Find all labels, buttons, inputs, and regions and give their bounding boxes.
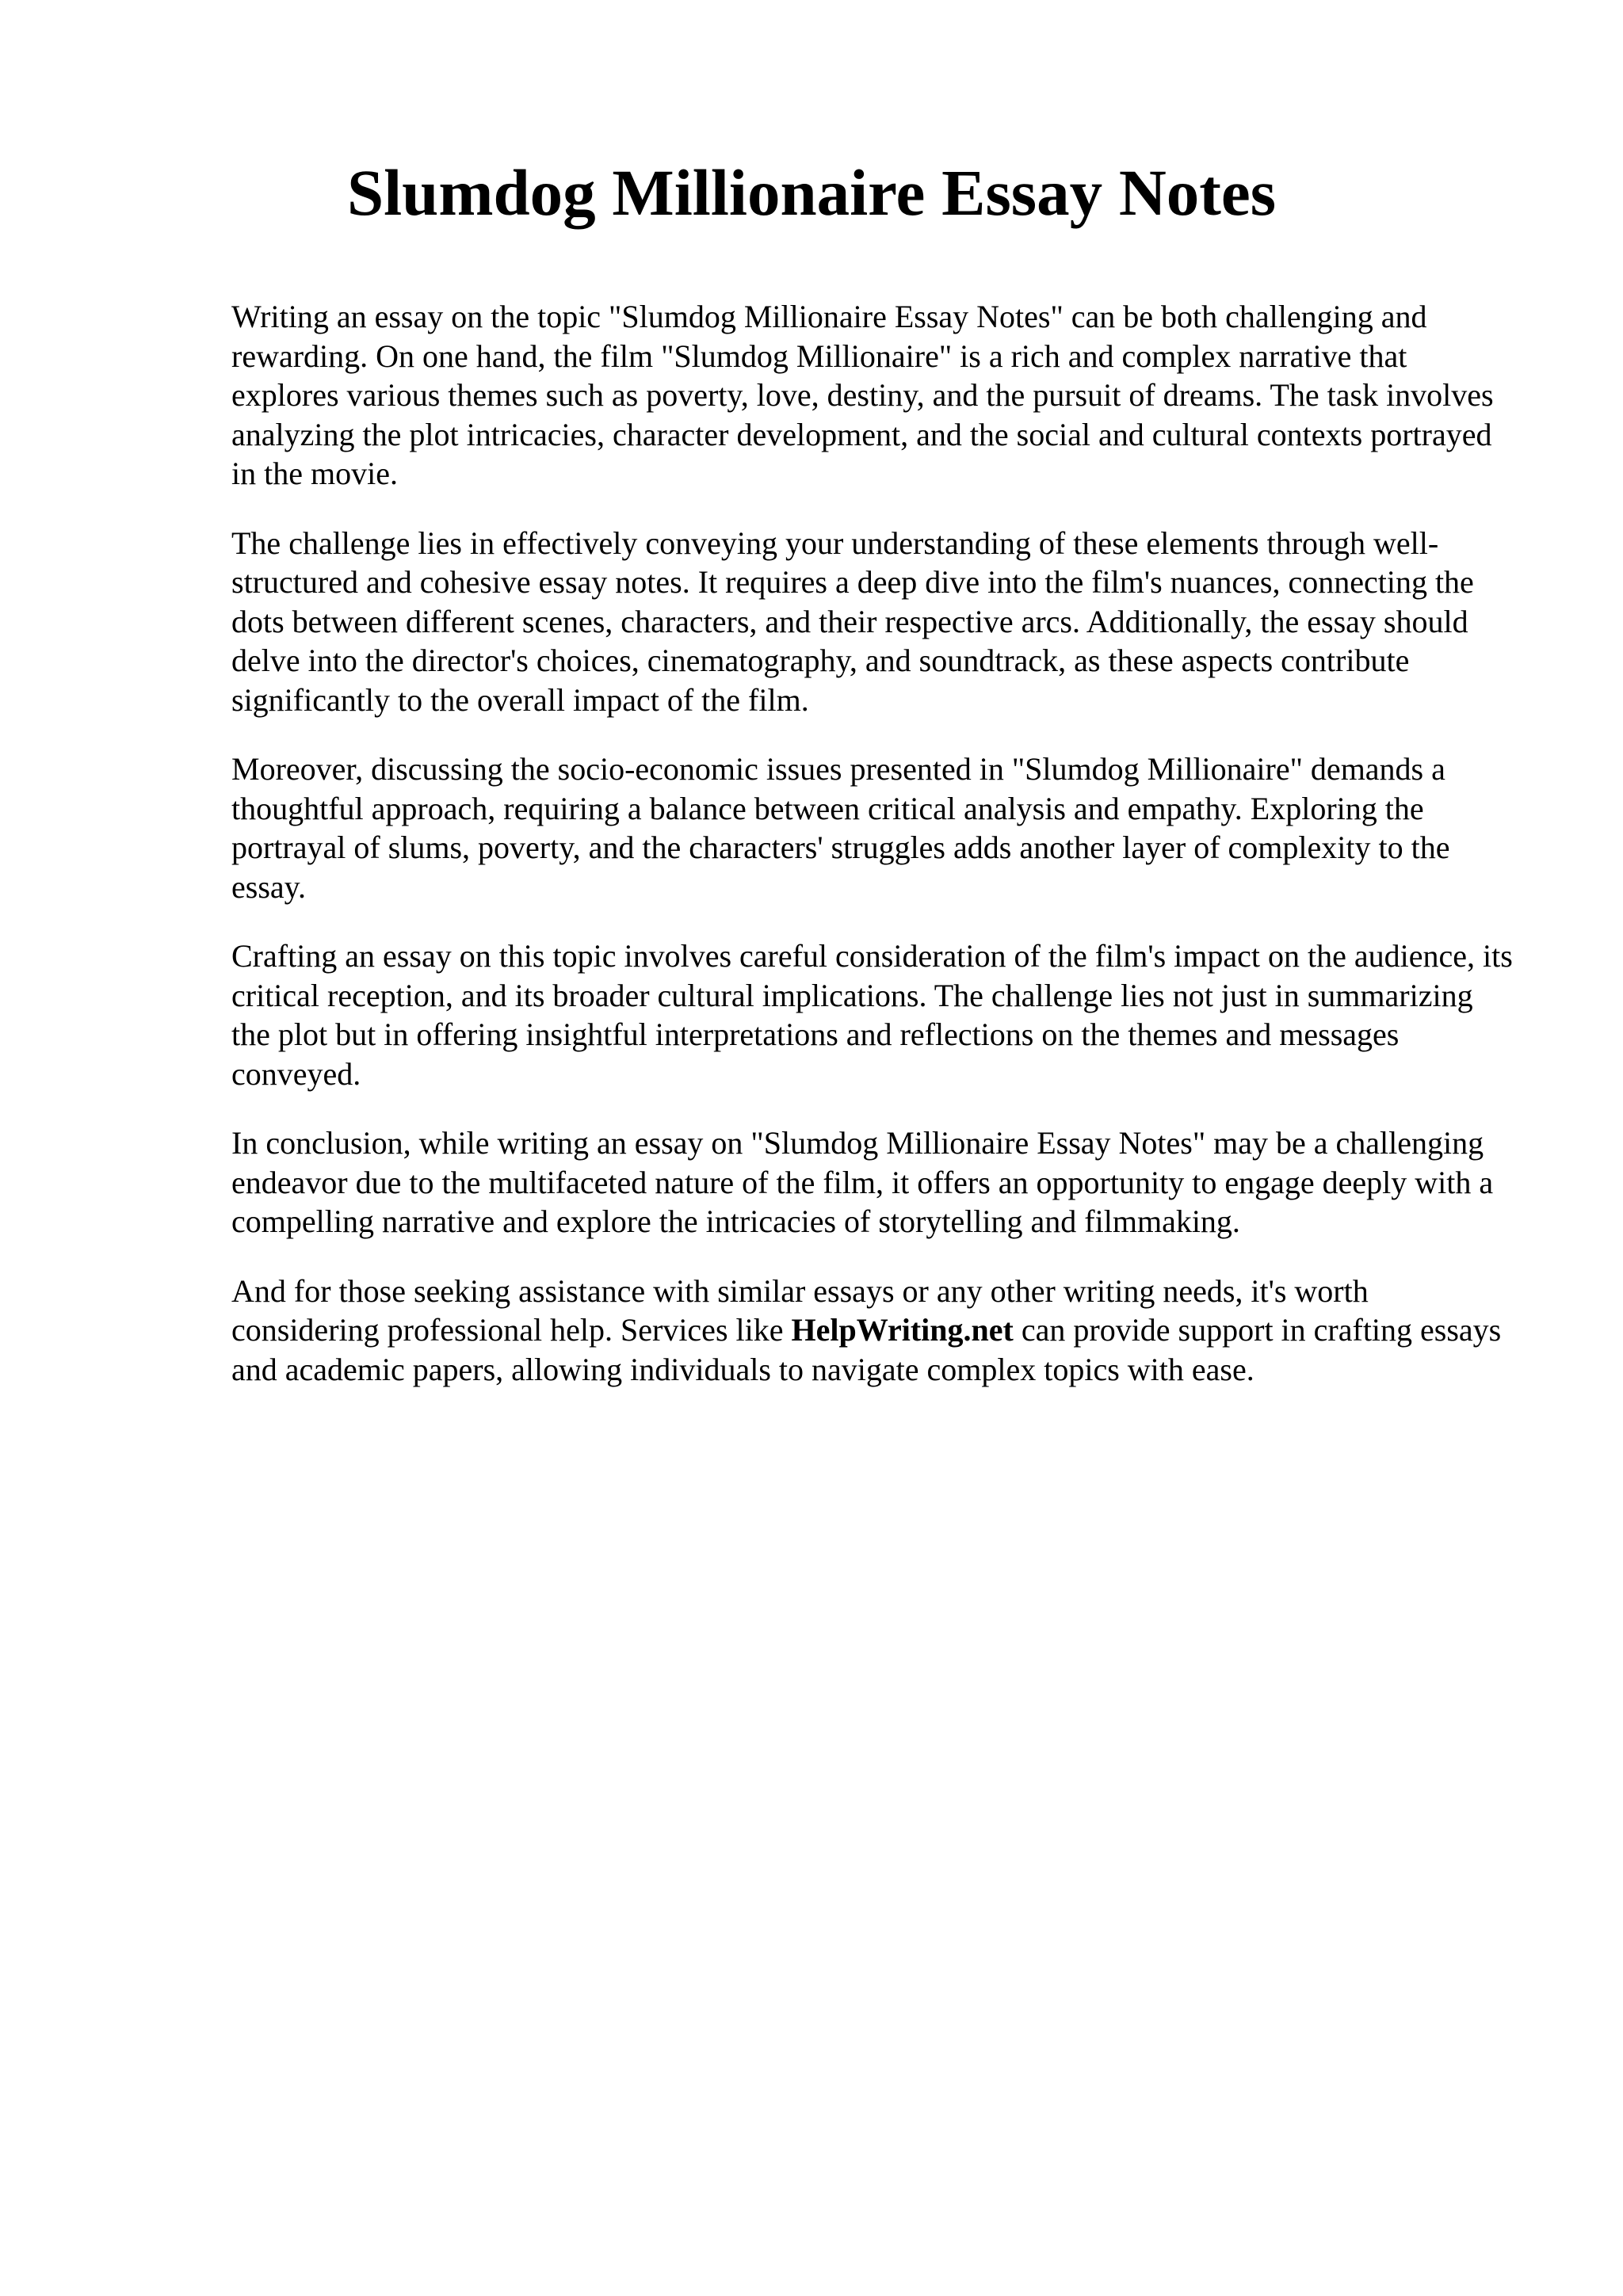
paragraph-socio-economic: Moreover, discussing the socio-economic issues presented in "Slumdog Millionaire" demands a thoughtful approach, requiring a balance between critical analysis and empathy. Exploring the portrayal of slums, poverty, and the characters' struggles adds another layer of complexity to the essay.	[231, 751, 1450, 905]
paragraph-closing	[231, 1272, 1519, 1390]
brand-name: HelpWriting.net	[791, 1312, 1014, 1348]
paragraph-conclusion: In conclusion, while writing an essay on "Slumdog Millionaire Essay Notes" may be a challenging endeavor due to the multifaceted nature of the film, it offers an opportunity to engage deeply with a compelling narrative and explore the intricacies of storytelling and filmmaking.	[231, 1125, 1494, 1239]
paragraph-challenge: The challenge lies in effectively conveying your understanding of these elements through well-structured and cohesive essay notes. It requires a deep dive into the film's nuances, connecting the dots between different scenes, characters, and their respective arcs. Additionally, the essay should delve into the director's choices, cinematography, and soundtrack, as these aspects contribute significantly to the overall impact of the film.	[231, 524, 1474, 718]
document-body	[231, 297, 1519, 1419]
paragraph-intro: Writing an essay on the topic "Slumdog Millionaire Essay Notes" can be both challenging and rewarding. On one hand, the film "Slumdog Millionaire" is a rich and complex narrative that explores various themes such as poverty, love, destiny, and the pursuit of dreams. The task involves analyzing the plot intricacies, character development, and the social and cultural contexts portrayed in the movie.	[231, 299, 1494, 491]
page-title: Slumdog Millionaire Essay Notes	[346, 156, 1277, 229]
closing-text-before: And for those seeking assistance with similar essays or any other writing needs, it's worth considering professional help. Services like	[231, 1272, 1369, 1348]
paragraph-crafting: Crafting an essay on this topic involves careful consideration of the film's impact on the audience, its critical reception, and its broader cultural implications. The challenge lies not just in summarizing the plot but in offering insightful interpretations and reflections on the themes and messages conveyed.	[231, 938, 1513, 1092]
closing-text-after: can provide support in crafting essays and academic papers, allowing individuals to navigate complex topics with ease.	[231, 1312, 1502, 1387]
